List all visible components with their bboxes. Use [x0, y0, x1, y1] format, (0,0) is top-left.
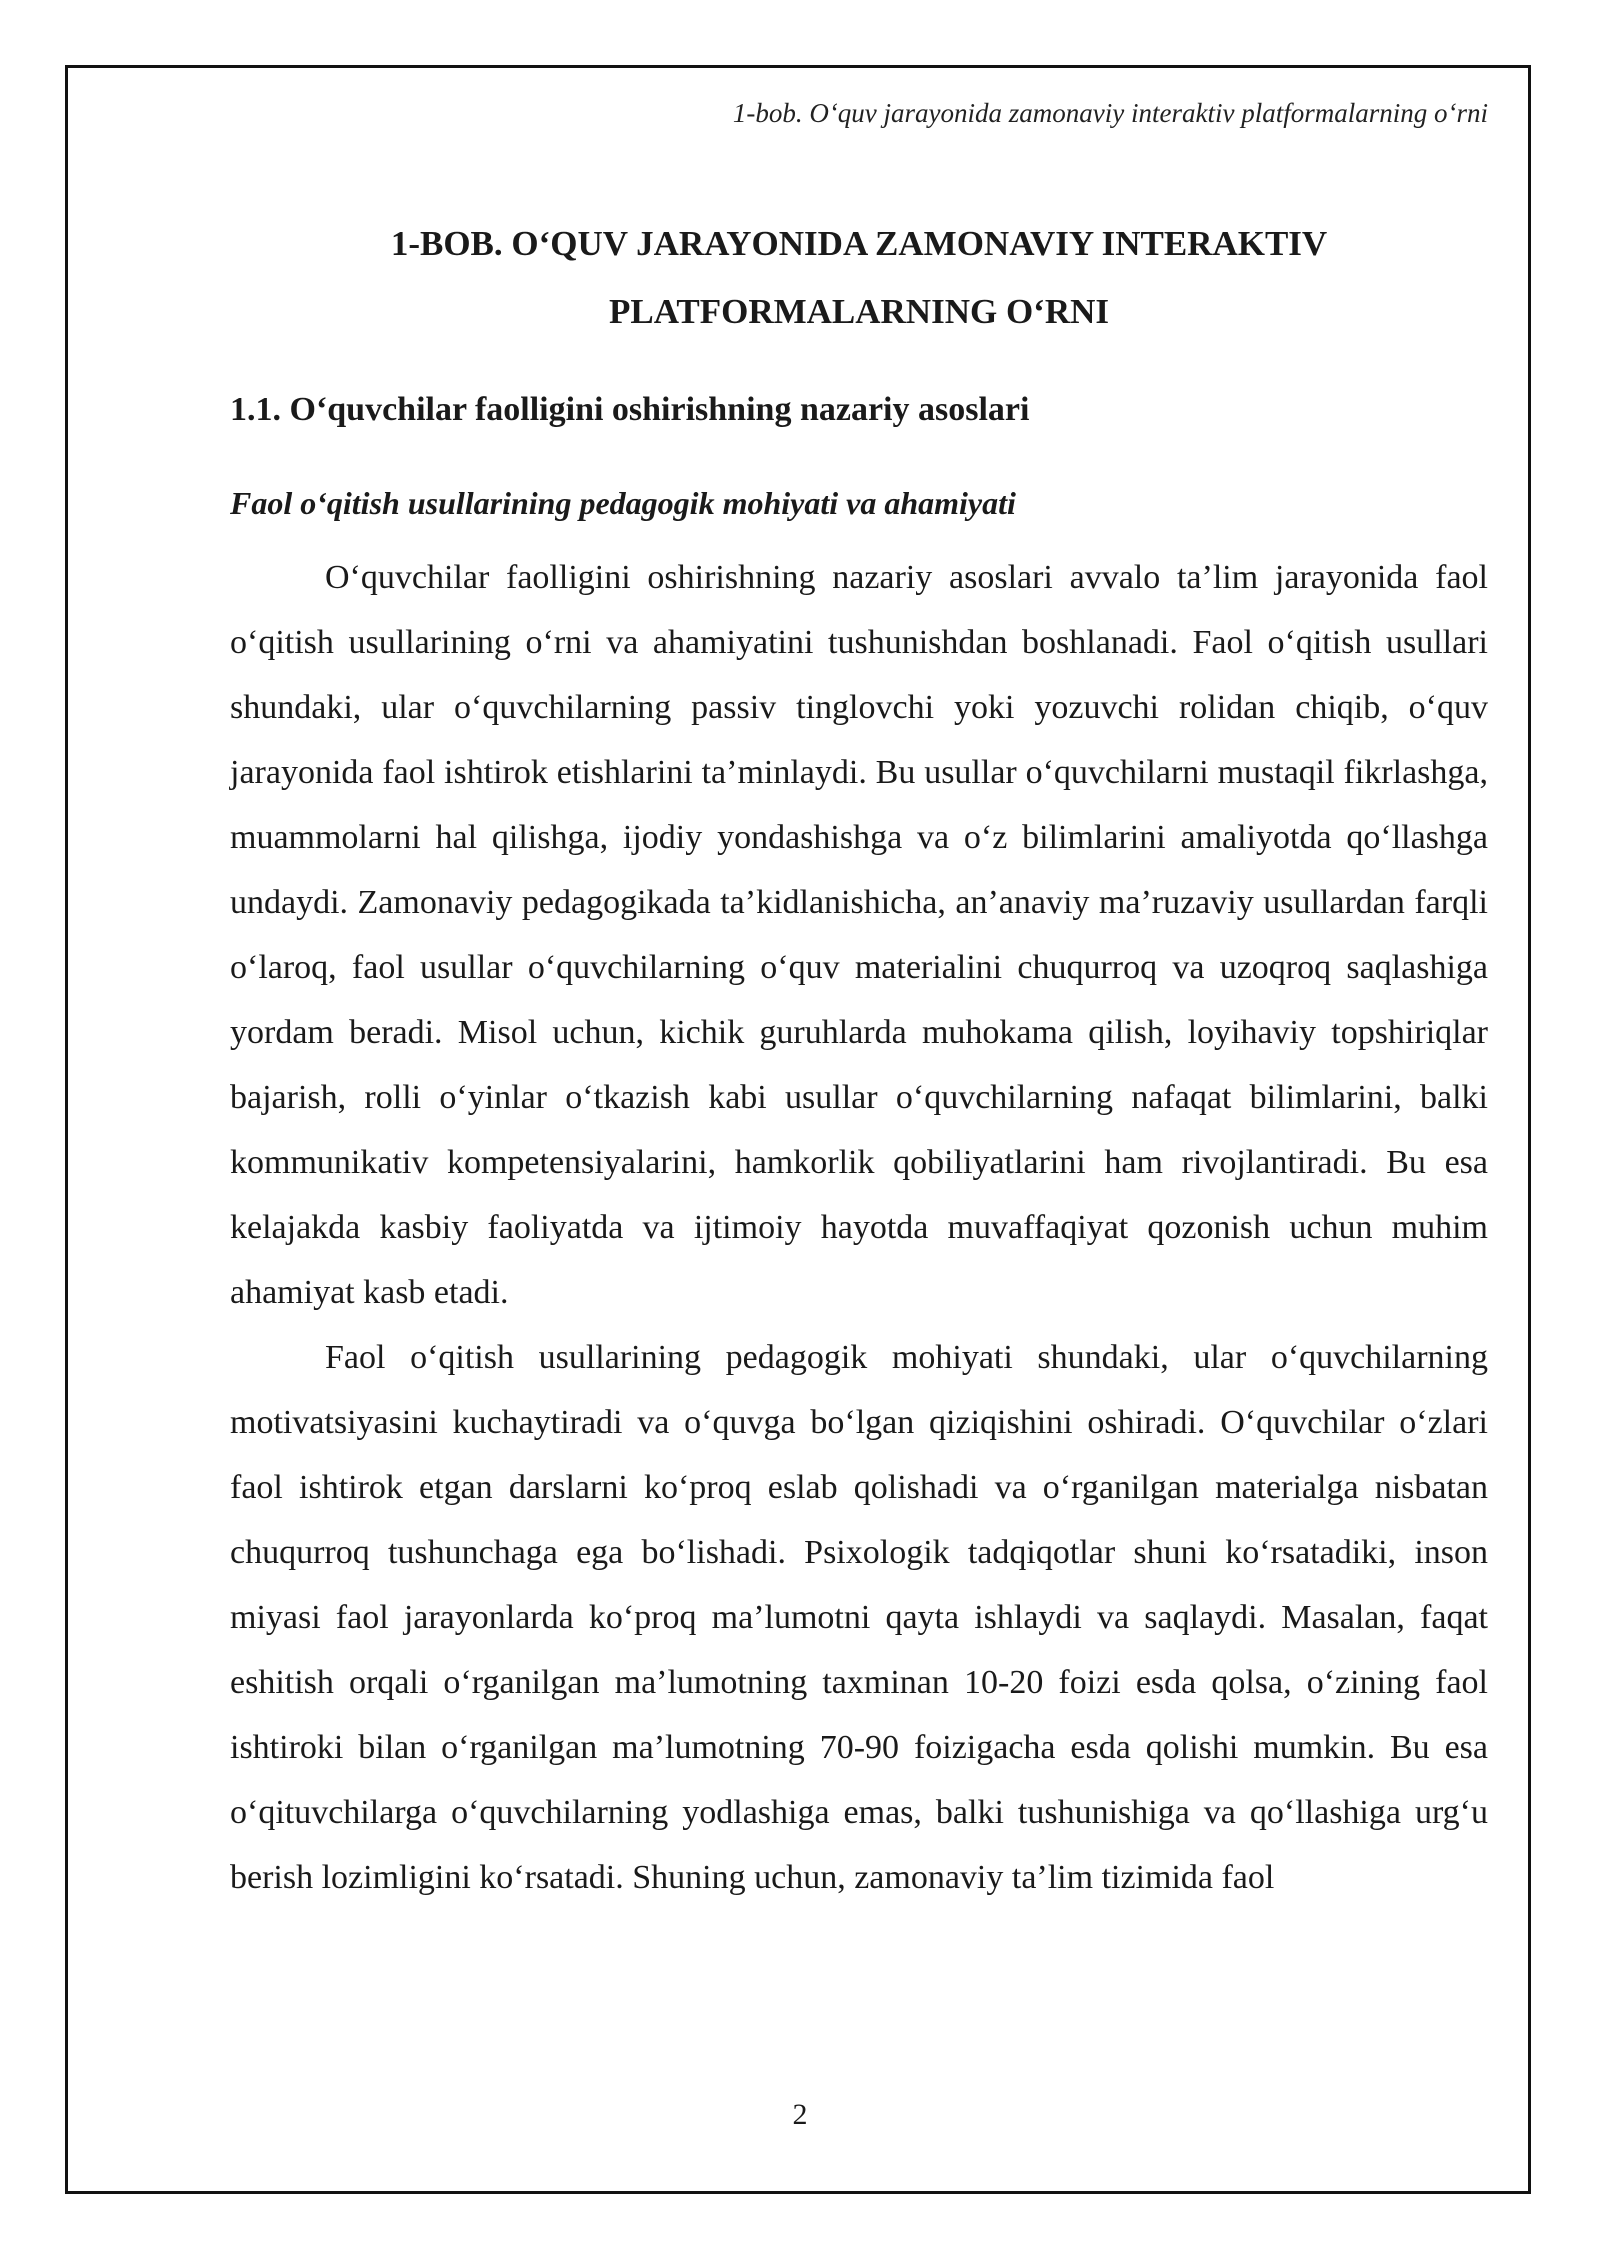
- chapter-title-line-1: 1-BOB. O‘QUV JARAYONIDA ZAMONAVIY INTERAKTIV: [390, 224, 1328, 263]
- paragraph-1: O‘quvchilar faolligini oshirishning nazariy asoslari avvalo ta’lim jarayonida faol o‘qitish usullarining o‘rni va ahamiyatini tushunishdan boshlanadi. Faol o‘qitish usullari shundaki, ular o‘quvchilarning passiv tinglovchi yoki yozuvchi rolidan chiqib, o‘quv jarayonida faol ishtirok etishlarini ta’minlaydi. Bu usullar o‘quvchilarni mustaqil fikrlashga, muammolarni hal qilishga, ijodiy yondashishga va o‘z bilimlarini amaliyotda qo‘llashga undaydi. Zamonaviy pedagogikada ta’kidlanishicha, an’anaviy ma’ruzaviy usullardan farqli o‘laroq, faol usullar o‘quvchilarning o‘quv materialini chuqurroq va uzoqroq saqlashiga yordam beradi. Misol uchun, kichik guruhlarda muhokama qilish, loyihaviy topshiriqlar bajarish, rolli o‘yinlar o‘tkazish kabi usullar o‘quvchilarning nafaqat bilimlarini, balki kommunikativ kompetensiyalarini, hamkorlik qobiliyatlarini ham rivojlantiradi. Bu esa kelajakda kasbiy faoliyatda va ijtimoiy hayotda muvaffaqiyat qozonish uchun muhim ahamiyat kasb etadi.: [230, 559, 1488, 1311]
- section-title: 1.1. O‘quvchilar faolligini oshirishning nazariy asoslari: [230, 391, 1030, 428]
- chapter-title: [230, 210, 1488, 346]
- body-text: [230, 545, 1488, 1910]
- running-header: 1-bob. O‘quv jarayonida zamonaviy interaktiv platformalarning o‘rni: [732, 98, 1488, 128]
- subsection-title: Faol o‘qitish usullarining pedagogik mohiyati va ahamiyati: [230, 485, 1016, 521]
- paragraph-2: Faol o‘qitish usullarining pedagogik mohiyati shundaki, ular o‘quvchilarning motivatsiyasini kuchaytiradi va o‘quvga bo‘lgan qiziqishini oshiradi. O‘quvchilar o‘zlari faol ishtirok etgan darslarni ko‘proq eslab qolishadi va o‘rganilgan materialga nisbatan chuqurroq tushunchaga ega bo‘lishadi. Psixologik tadqiqotlar shuni ko‘rsatadiki, inson miyasi faol jarayonlarda ko‘proq ma’lumotni qayta ishlaydi va saqlaydi. Masalan, faqat eshitish orqali o‘rganilgan ma’lumotning taxminan 10-20 foizi esda qolsa, o‘zining faol ishtiroki bilan o‘rganilgan ma’lumotning 70-90 foizigacha esda qolishi mumkin. Bu esa o‘qituvchilarga o‘quvchilarning yodlashiga emas, balki tushunishiga va qo‘llashiga urg‘u berish lozimligini ko‘rsatadi. Shuning uchun, zamonaviy ta’lim tizimida faol: [230, 1339, 1488, 1896]
- page-number: 2: [792, 2098, 808, 2131]
- chapter-title-line-2: PLATFORMALARNING O‘RNI: [608, 292, 1110, 331]
